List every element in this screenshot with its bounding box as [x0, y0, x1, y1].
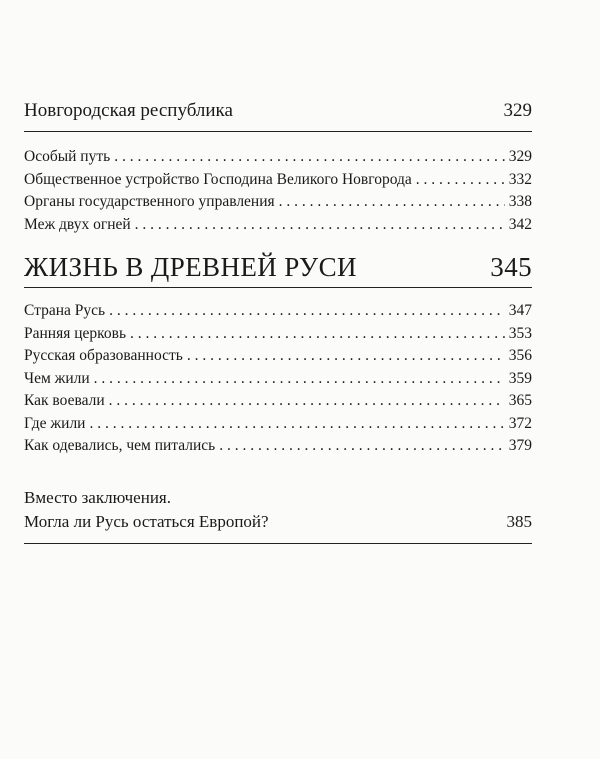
section-heading-novgorod	[24, 99, 532, 123]
entry-title: Как воевали	[24, 392, 105, 409]
entry-title: Ранняя церковь	[24, 324, 127, 342]
entry-page: 332	[508, 170, 532, 188]
dot-leader	[94, 368, 505, 391]
entry-page: 372	[508, 414, 532, 432]
toc-entry[interactable]	[24, 214, 532, 237]
section-entries-life	[24, 300, 532, 458]
entry-title: Страна Русь	[24, 302, 106, 319]
entry-title: Русская образованность	[24, 347, 183, 364]
entry-title: Где жили	[24, 414, 86, 432]
chapter-heading-life	[24, 250, 532, 284]
dot-leader	[219, 435, 504, 458]
entry-page: 353	[508, 324, 532, 342]
entry-title: Как одевались, чем питались	[24, 437, 216, 454]
toc-entry[interactable]	[24, 300, 532, 323]
toc-entry[interactable]	[24, 345, 532, 368]
dot-leader	[279, 191, 505, 214]
toc-entry[interactable]	[24, 368, 532, 391]
chapter-page: 345	[490, 252, 532, 282]
dot-leader	[130, 323, 505, 346]
dot-leader	[416, 169, 505, 192]
dot-leader	[135, 214, 505, 237]
toc-entry[interactable]	[24, 146, 532, 169]
toc-entry[interactable]	[24, 191, 532, 214]
chapter-rule	[24, 287, 532, 288]
toc-entry[interactable]	[24, 169, 532, 192]
toc-entry[interactable]	[24, 413, 532, 436]
entry-page: 356	[508, 347, 532, 364]
dot-leader	[187, 345, 505, 368]
entry-title: Чем жили	[24, 369, 90, 387]
dot-leader	[89, 413, 504, 436]
entry-title: Особый путь	[24, 148, 111, 165]
entry-page: 338	[508, 193, 532, 210]
entry-page: 365	[508, 392, 532, 409]
conclusion-page: 385	[506, 512, 532, 531]
toc-entry[interactable]	[24, 323, 532, 346]
section-rule	[24, 131, 532, 132]
dot-leader	[109, 300, 505, 323]
entry-title: Общественное устройство Господина Великого Новгорода	[24, 170, 412, 188]
conclusion-row	[24, 510, 532, 534]
entry-title: Органы государственного управления	[24, 193, 275, 210]
conclusion-heading[interactable]	[24, 486, 532, 534]
section-entries-novgorod	[24, 146, 532, 236]
conclusion-line-2: Могла ли Русь остаться Европой?	[24, 512, 269, 531]
entry-page: 329	[508, 148, 532, 165]
toc-entry[interactable]	[24, 435, 532, 458]
dot-leader	[109, 390, 505, 413]
section-page: 329	[503, 100, 532, 121]
entry-page: 342	[508, 215, 532, 233]
dot-leader	[114, 146, 505, 169]
section-title: Новгородская республика	[24, 100, 233, 121]
chapter-title: ЖИЗНЬ В ДРЕВНЕЙ РУСИ	[24, 252, 357, 282]
conclusion-rule	[24, 543, 532, 544]
entry-page: 347	[508, 302, 532, 319]
toc-entry[interactable]	[24, 390, 532, 413]
entry-page: 359	[508, 369, 532, 387]
entry-title: Меж двух огней	[24, 215, 131, 233]
conclusion-line-1: Вместо заключения.	[24, 488, 171, 507]
entry-page: 379	[508, 437, 532, 454]
